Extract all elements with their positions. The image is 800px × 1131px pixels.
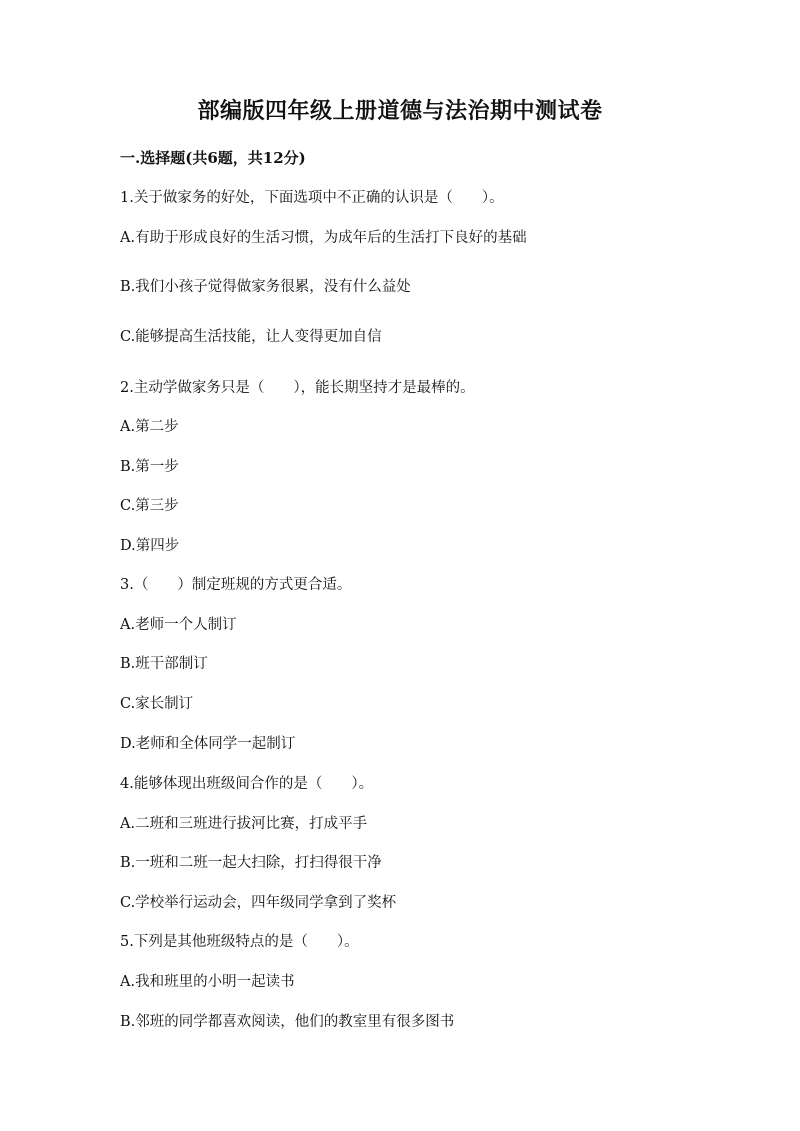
question-option: D.老师和全体同学一起制订: [120, 736, 296, 752]
question-stem: 4.能够体现出班级间合作的是（ ）。: [120, 776, 374, 792]
section-heading: 一.选择题(共6题，共12分): [120, 149, 306, 167]
question-option: A.二班和三班进行拔河比赛，打成平手: [120, 816, 368, 832]
page-title: 部编版四年级上册道德与法治期中测试卷: [197, 98, 603, 124]
question-option: B.我们小孩子觉得做家务很累，没有什么益处: [120, 279, 411, 295]
question-option: B.邻班的同学都喜欢阅读，他们的教室里有很多图书: [120, 1014, 455, 1030]
question-option: C.第三步: [120, 498, 179, 514]
question-option: A.老师一个人制订: [120, 617, 237, 633]
question-stem: 2.主动学做家务只是（ ），能长期坚持才是最棒的。: [120, 380, 475, 396]
question-option: B.一班和二班一起大扫除，打扫得很干净: [120, 855, 382, 871]
question-option: D.第四步: [120, 538, 180, 554]
question-option: C.能够提高生活技能，让人变得更加自信: [120, 329, 382, 345]
question-option: A.第二步: [120, 419, 179, 435]
question-stem: 3.（ ）制定班规的方式更合适。: [120, 577, 352, 593]
question-option: A.我和班里的小明一起读书: [120, 974, 295, 990]
question-stem: 5.下列是其他班级特点的是（ ）。: [120, 934, 359, 950]
question-option: B.班干部制订: [120, 656, 208, 672]
question-option: A.有助于形成良好的生活习惯，为成年后的生活打下良好的基础: [120, 230, 527, 246]
question-stem: 1.关于做家务的好处，下面选项中不正确的认识是（ ）。: [120, 190, 504, 206]
question-option: B.第一步: [120, 459, 179, 475]
question-option: C.家长制订: [120, 696, 194, 712]
question-option: C.学校举行运动会，四年级同学拿到了奖杯: [120, 895, 397, 911]
